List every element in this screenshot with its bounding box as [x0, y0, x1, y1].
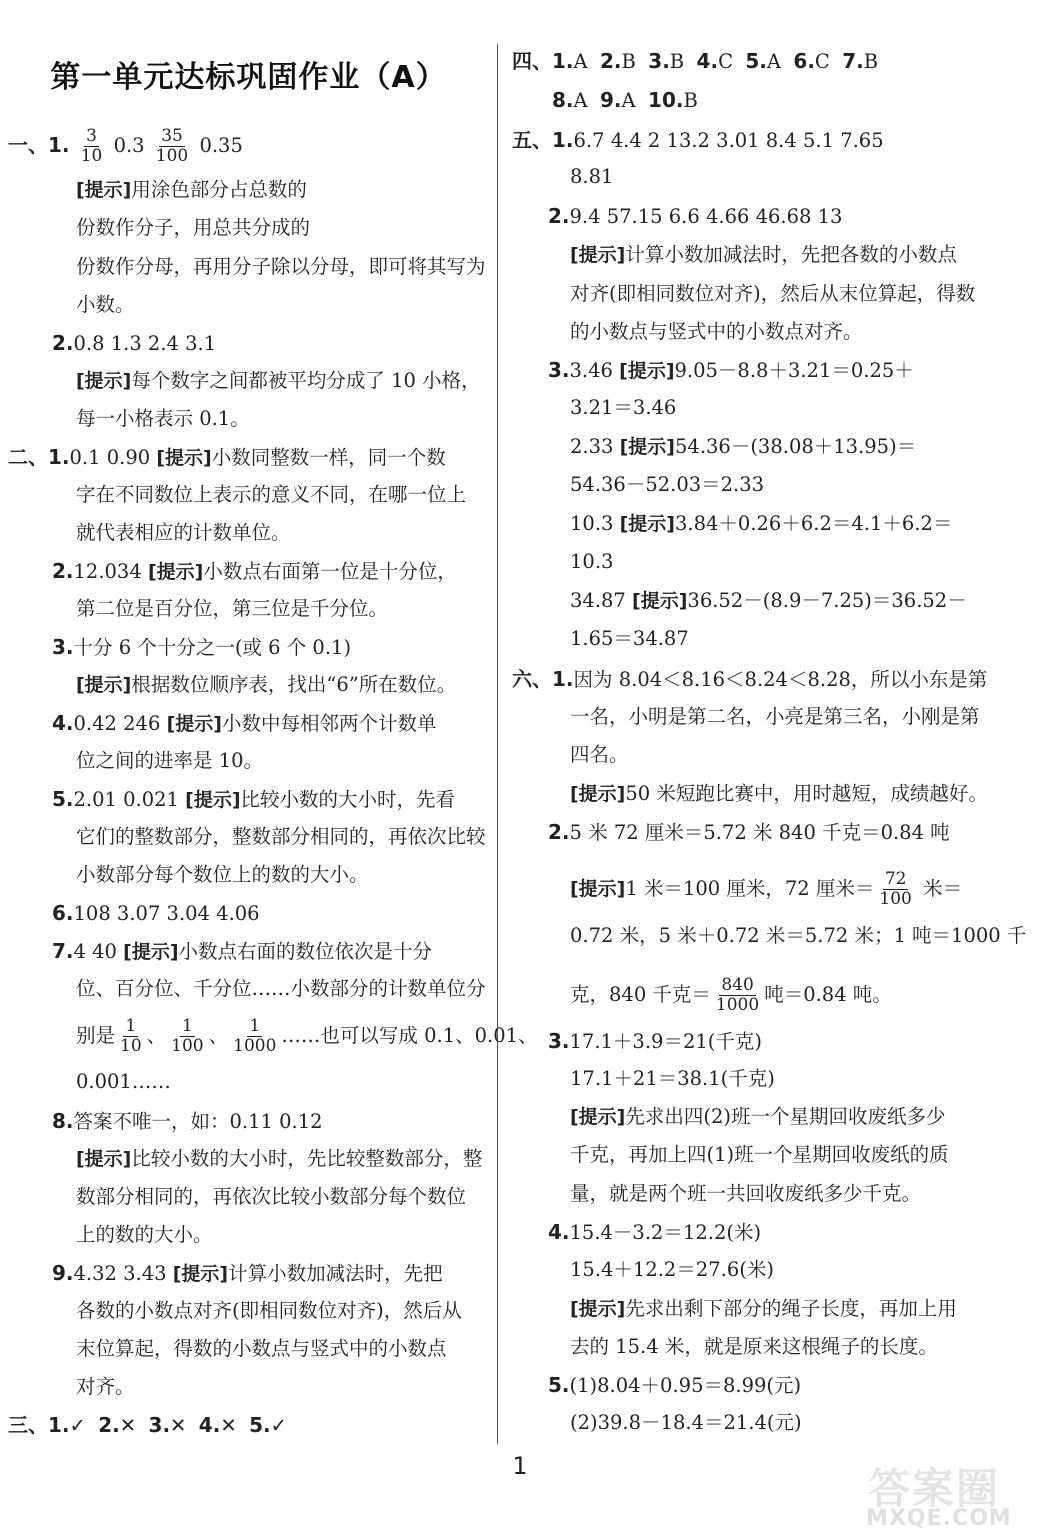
question-number: 1. — [552, 128, 574, 152]
hint-line: 字在不同数位上表示的意义不同，在哪一位上 — [76, 483, 467, 506]
answer-line: 17.1＋21＝38.1(千克) — [570, 1067, 775, 1090]
hint-line: 就代表相应的计数单位。 — [76, 521, 291, 544]
question-number: 1. — [48, 133, 70, 157]
hint-label: [提示] — [570, 878, 626, 900]
hint-label: [提示] — [76, 674, 132, 696]
section-6-q1 — [512, 665, 987, 694]
hint-line: 量，就是两个班一共回收废纸多少千克。 — [570, 1182, 922, 1205]
hint-text: 小数点右面第一位是十分位， — [203, 560, 457, 583]
question-number: 2. — [52, 559, 74, 583]
choice-answer: B — [669, 50, 685, 73]
section-2-q5 — [52, 785, 455, 814]
answer-text: 15.4－3.2＝12.2(米) — [569, 1221, 762, 1244]
answer-text: 5 米 72 厘米＝5.72 米 840 千克＝0.84 吨 — [569, 821, 950, 844]
question-number: 4. — [548, 1220, 570, 1244]
hint-label: [提示] — [632, 590, 688, 612]
hint-label: [提示] — [570, 1106, 626, 1128]
hint-line: 0.001…… — [76, 1070, 171, 1093]
question-number: 4. — [198, 1413, 221, 1437]
choice-answer: C — [718, 50, 733, 73]
section-5-q2 — [548, 202, 842, 231]
hint-line: 数部分相同的，再依次比较小数部分每个数位 — [76, 1185, 467, 1208]
hint-label: [提示] — [156, 447, 212, 469]
answer-text: 0.8 1.3 2.4 3.1 — [73, 332, 217, 355]
hint-text: 50 米短跑比赛中，用时越短，成绩越好。 — [625, 782, 988, 805]
section-6-q2 — [548, 818, 950, 847]
question-number: 9. — [600, 88, 622, 112]
hint-text: 3.84＋0.26＋6.2＝4.1＋6.2＝ — [675, 512, 953, 535]
hint-text: 每个数字之间都被平均分成了 10 小格， — [131, 369, 481, 392]
section-2-q8 — [52, 1107, 323, 1136]
hint-line — [570, 976, 892, 1015]
question-number: 2. — [548, 820, 570, 844]
hint-text: 小数中每相邻两个计数单 — [221, 712, 437, 735]
fraction — [231, 1017, 278, 1056]
hint-line: 位、百分位、千分位……小数部分的计数单位分 — [76, 977, 486, 1000]
hint-text: 比较小数的大小时，先看 — [240, 788, 456, 811]
question-number: 3. — [148, 1413, 171, 1437]
question-number: 1. — [552, 667, 574, 691]
answer-text: 十分 6 个十分之一(或 6 个 0.1) — [73, 636, 352, 659]
hint-text: 54.36－(38.08＋13.95)＝ — [675, 435, 917, 458]
hint-label: [提示] — [166, 713, 222, 735]
answer-text: 0.3 — [113, 134, 145, 157]
answer-text: 10.3 — [570, 512, 620, 535]
hint-label: [提示] — [147, 561, 204, 583]
question-number: 2. — [52, 331, 74, 355]
answer-text: 6.7 4.4 2 13.2 3.01 8.4 5.1 7.65 — [573, 129, 884, 152]
answer-text: 4 40 — [73, 940, 124, 963]
answer-text: 答案不唯一，如：0.11 0.12 — [73, 1110, 323, 1133]
watermark-logo — [860, 1456, 1038, 1534]
question-number: 3. — [648, 49, 670, 73]
hint-text: 比较小数的大小时，先比较整数部分，整 — [131, 1147, 483, 1170]
answer-text: 3.46 — [569, 359, 620, 382]
choice-answer: B — [621, 50, 636, 73]
hint-line: 各数的小数点对齐(即相同数位对齐)，然后从 — [76, 1299, 462, 1322]
answer-text: 4.32 3.43 — [73, 1262, 173, 1285]
hint-line: 1.65＝34.87 — [570, 627, 689, 650]
hint-line — [570, 241, 957, 269]
hint-label: [提示] — [172, 1263, 229, 1285]
numerator: 1 — [249, 1016, 261, 1036]
answer-line: 15.4＋12.2＝27.6(米) — [570, 1258, 774, 1281]
answer-text: 12.034 — [73, 560, 148, 583]
section-6-q3 — [548, 1027, 762, 1056]
section-4-row-1 — [512, 47, 878, 76]
question-number: 5. — [249, 1413, 271, 1437]
numerator: 3 — [86, 126, 97, 146]
denominator: 10 — [120, 1036, 142, 1056]
answer-line: 一名，小明是第二名，小亮是第三名，小刚是第 — [570, 705, 980, 728]
question-number: 2. — [98, 1413, 120, 1437]
hint-line: 它们的整数部分，整数部分相同的，再依次比较 — [76, 825, 486, 848]
hint-text: 别是 — [76, 1024, 116, 1047]
hint-line — [76, 671, 456, 699]
section-label: 一、 — [8, 133, 48, 157]
answer-text: 34.87 — [570, 589, 633, 612]
question-number: 2. — [548, 204, 570, 228]
section-5-q3 — [548, 356, 914, 385]
denominator: 1000 — [715, 995, 760, 1015]
hint-line: 小数部分每个数位上的数的大小。 — [76, 863, 369, 886]
hint-line — [570, 433, 916, 461]
section-6-q4 — [548, 1218, 761, 1247]
hint-line: 每一小格表示 0.1。 — [76, 407, 250, 430]
hint-text: 根据数位顺序表，找出“6”所在数位。 — [131, 673, 457, 696]
answer-text: (1)8.04＋0.95＝8.99(元) — [569, 1374, 802, 1397]
numerator: 1 — [125, 1016, 137, 1036]
question-number: 2. — [600, 49, 622, 73]
hint-line — [76, 176, 307, 204]
hint-line — [570, 510, 952, 538]
choice-answer: A — [573, 89, 588, 112]
cross-mark: ✕ — [119, 1414, 137, 1437]
section-2-q3 — [52, 633, 351, 662]
question-number: 7. — [52, 939, 74, 963]
denominator: 100 — [879, 889, 912, 909]
hint-line — [570, 780, 988, 808]
hint-line: 0.72 米，5 米＋0.72 米＝5.72 米；1 吨＝1000 千 — [570, 924, 1027, 947]
answer-text: 108 3.07 3.04 4.06 — [73, 902, 260, 925]
hint-text: 吨＝0.84 吨。 — [764, 983, 892, 1006]
cross-mark: ✕ — [220, 1414, 237, 1437]
section-1-q1 — [8, 127, 243, 166]
hint-label: [提示] — [619, 436, 675, 458]
fraction — [169, 1017, 205, 1056]
question-number: 5. — [745, 49, 767, 73]
section-6-q5 — [548, 1371, 801, 1400]
section-1-q2 — [52, 329, 216, 358]
question-number: 4. — [52, 711, 74, 735]
section-label: 二、 — [8, 445, 48, 469]
watermark-site-text: MXQE.COM — [866, 1506, 1012, 1531]
hint-line — [570, 870, 962, 909]
hint-line — [76, 1017, 538, 1056]
hint-label: [提示] — [76, 179, 132, 201]
section-2-q1 — [8, 443, 446, 472]
hint-line: 10.3 — [570, 550, 614, 573]
hint-line: 3.21＝3.46 — [570, 396, 677, 419]
choice-answer: A — [766, 50, 781, 73]
question-number: 6. — [52, 901, 74, 925]
numerator: 72 — [884, 869, 907, 889]
hint-label: [提示] — [570, 1298, 626, 1320]
check-mark: ✓ — [270, 1414, 287, 1437]
fraction — [714, 976, 761, 1015]
question-number: 6. — [793, 49, 815, 73]
hint-line: 对齐(即相同数位对齐)，然后从末位算起，得数 — [570, 282, 976, 305]
answer-text: 0.1 0.90 — [69, 446, 157, 469]
question-number: 10. — [648, 88, 684, 112]
hint-line — [76, 1145, 482, 1173]
answer-text: 9.4 57.15 6.6 4.66 46.68 13 — [569, 205, 843, 228]
question-number: 5. — [548, 1373, 570, 1397]
choice-answer: C — [814, 50, 830, 73]
answer-text: 2.33 — [570, 435, 620, 458]
hint-line: 位之间的进率是 10。 — [76, 749, 264, 772]
check-mark: ✓ — [69, 1414, 86, 1437]
hint-text: 计算小数加减法时，先把 — [228, 1262, 443, 1285]
hint-label: [提示] — [570, 783, 626, 805]
answer-text: 2.01 0.021 — [73, 788, 186, 811]
question-number: 8. — [52, 1109, 74, 1133]
hint-label: [提示] — [570, 244, 626, 266]
numerator: 1 — [181, 1016, 193, 1036]
answer-line: 8.81 — [570, 165, 614, 188]
hint-text: 先求出剩下部分的绳子长度，再加上用 — [625, 1297, 957, 1320]
section-2-q9 — [52, 1259, 443, 1288]
hint-label: [提示] — [76, 1148, 132, 1170]
question-number: 1. — [48, 1413, 70, 1437]
question-number: 3. — [548, 358, 570, 382]
hint-label: [提示] — [185, 789, 241, 811]
question-number: 7. — [842, 49, 864, 73]
denominator: 100 — [155, 146, 189, 166]
hint-label: [提示] — [619, 513, 675, 535]
fraction — [79, 127, 105, 166]
separator: 、 — [146, 1024, 167, 1047]
hint-text: 用涂色部分占总数的 — [131, 178, 307, 201]
answer-line: 四名。 — [570, 743, 629, 766]
section-2-q2 — [52, 557, 457, 586]
page-title: 第一单元达标巩固作业（A） — [50, 60, 447, 95]
fraction — [118, 1017, 144, 1056]
section-5-q1 — [512, 126, 884, 155]
numerator: 840 — [721, 975, 754, 995]
section-4-row-2 — [552, 86, 698, 115]
question-number: 1. — [48, 445, 70, 469]
section-3 — [8, 1411, 287, 1440]
hint-label: [提示] — [123, 941, 179, 963]
denominator: 10 — [80, 146, 103, 166]
question-number: 9. — [52, 1261, 74, 1285]
hint-line: 第二位是百分位，第三位是千分位。 — [76, 597, 389, 620]
choice-answer: A — [621, 89, 636, 112]
column-divider — [497, 44, 498, 1444]
section-2-q4 — [52, 709, 436, 738]
hint-text: 1 米＝100 厘米，72 厘米＝ — [625, 877, 875, 900]
choice-answer: A — [573, 50, 588, 73]
answer-line: (2)39.8－18.4＝21.4(元) — [570, 1411, 802, 1434]
hint-line: 份数作分子，用总共分成的 — [76, 216, 311, 239]
section-2-q6 — [52, 899, 260, 928]
choice-answer: B — [863, 50, 879, 73]
hint-line: 对齐。 — [76, 1375, 135, 1398]
hint-line — [76, 367, 481, 395]
fraction — [877, 870, 913, 909]
hint-text: 小数点右面的数位依次是十分 — [178, 940, 433, 963]
question-number: 4. — [696, 49, 719, 73]
section-label: 六、 — [512, 667, 552, 691]
question-number: 3. — [52, 635, 74, 659]
answer-text: 0.35 — [199, 134, 243, 157]
question-number: 5. — [52, 787, 74, 811]
choice-answer: B — [683, 89, 698, 112]
hint-text: 计算小数加减法时，先把各数的小数点 — [625, 243, 957, 266]
hint-text: 克，840 千克＝ — [570, 983, 711, 1006]
hint-line: 小数。 — [76, 293, 135, 316]
hint-text: 米＝ — [916, 877, 963, 900]
hint-label: [提示] — [76, 370, 132, 392]
hint-line — [570, 1103, 946, 1131]
section-label: 三、 — [8, 1413, 48, 1437]
numerator: 35 — [161, 126, 183, 146]
hint-line — [570, 1295, 957, 1323]
section-label: 四、 — [512, 49, 552, 73]
hint-label: [提示] — [619, 360, 675, 382]
hint-line: 份数作分母，再用分子除以分母，即可将其写为 — [76, 255, 486, 278]
hint-text: ……也可以写成 0.1、0.01、 — [281, 1024, 538, 1047]
hint-text: 先求出四(2)班一个星期回收废纸多少 — [625, 1105, 946, 1128]
denominator: 1000 — [233, 1036, 277, 1056]
question-number: 3. — [548, 1029, 570, 1053]
fraction — [154, 127, 190, 166]
hint-text: 36.52－(8.9－7.25)＝36.52－ — [687, 589, 967, 612]
hint-text: 小数同整数一样，同一个数 — [211, 446, 446, 469]
answer-text: 因为 8.04＜8.16＜8.24＜8.28，所以小东是第 — [573, 668, 988, 691]
page-number: 1 — [512, 1452, 528, 1480]
hint-line: 末位算起，得数的小数点与竖式中的小数点 — [76, 1337, 447, 1360]
separator: 、 — [208, 1024, 229, 1047]
hint-line — [570, 587, 967, 615]
hint-line: 千克，再加上四(1)班一个星期回收废纸的质 — [570, 1143, 949, 1166]
question-number: 1. — [552, 49, 574, 73]
hint-text: 9.05－8.8＋3.21＝0.25＋ — [674, 359, 914, 382]
hint-line: 的小数点与竖式中的小数点对齐。 — [570, 320, 863, 343]
section-2-q7 — [52, 937, 432, 966]
answer-text: 0.42 246 — [73, 712, 167, 735]
hint-line: 去的 15.4 米，就是原来这根绳子的长度。 — [570, 1335, 938, 1358]
question-number: 8. — [552, 88, 574, 112]
answer-text: 17.1＋3.9＝21(千克) — [569, 1030, 762, 1053]
hint-line: 上的数的大小。 — [76, 1223, 213, 1246]
section-label: 五、 — [512, 128, 552, 152]
watermark-logo-text: 答案圈 — [868, 1464, 1001, 1513]
cross-mark: ✕ — [170, 1414, 187, 1437]
denominator: 100 — [171, 1036, 204, 1056]
hint-line: 54.36－52.03＝2.33 — [570, 473, 765, 496]
